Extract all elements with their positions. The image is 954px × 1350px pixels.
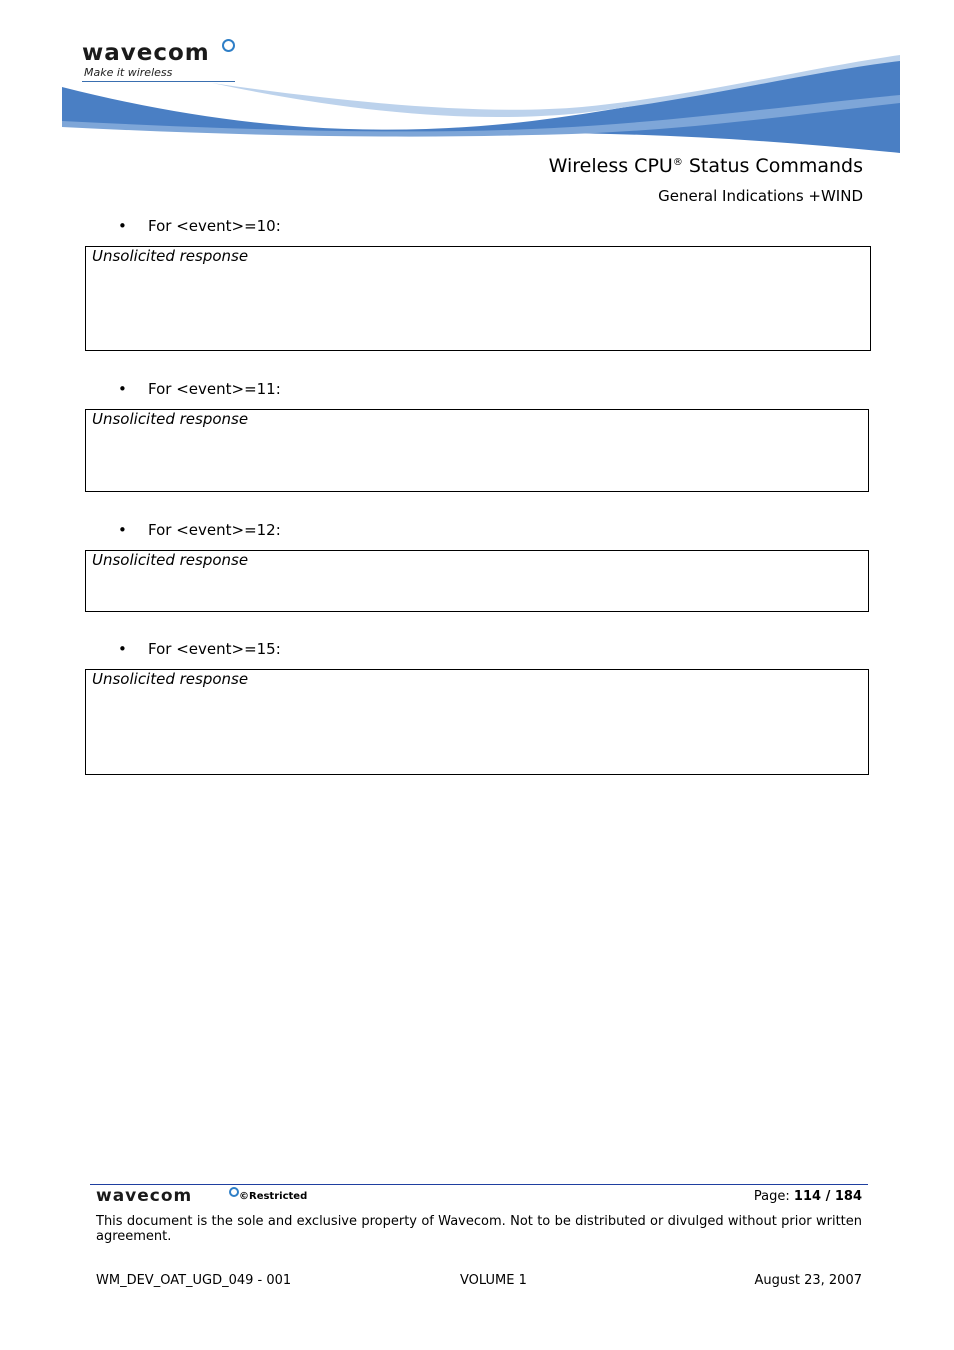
bullet-event-10	[118, 217, 281, 235]
bullet-label: For <event>=10:	[148, 217, 281, 235]
response-box-event-10	[85, 246, 871, 351]
page-number	[754, 1189, 862, 1204]
bullet-label: For <event>=11:	[148, 380, 281, 398]
response-box-event-15	[85, 669, 869, 775]
footer-disclaimer: This document is the sole and exclusive property of Wavecom. Not to be distributed or divulged without prior written agreement.	[96, 1214, 862, 1244]
title-rest: Status Commands	[682, 155, 863, 177]
volume-label: VOLUME 1	[460, 1273, 527, 1288]
page-current: 114	[793, 1189, 822, 1204]
bullet-dot: •	[118, 640, 127, 658]
response-box-label: Unsolicited response	[92, 551, 249, 569]
response-box-event-11	[85, 409, 869, 492]
footer-logo-wordmark: wavecom	[96, 1186, 193, 1206]
bullet-event-11	[118, 380, 281, 398]
page-label: Page:	[753, 1189, 794, 1204]
page-separator: /	[821, 1189, 835, 1204]
wave-dark-band	[62, 58, 900, 153]
footer-logo-swirl-icon	[229, 1187, 239, 1197]
logo-swirl-icon	[222, 39, 235, 52]
response-box-label: Unsolicited response	[92, 247, 249, 265]
response-box-label: Unsolicited response	[92, 410, 249, 428]
response-box-event-12	[85, 550, 869, 612]
logo-wordmark: wavecom	[82, 40, 210, 66]
bullet-dot: •	[118, 217, 127, 235]
bullet-event-12	[118, 521, 281, 539]
page-total: 184	[834, 1189, 862, 1204]
bullet-label: For <event>=15:	[148, 640, 281, 658]
restricted-label: ©Restricted	[239, 1191, 308, 1202]
title-main: Wireless CPU	[548, 155, 673, 177]
footer-rule	[90, 1184, 868, 1185]
bullet-label: For <event>=12:	[148, 521, 281, 539]
page-title	[549, 155, 863, 177]
response-box-label: Unsolicited response	[92, 670, 249, 688]
bullet-dot: •	[118, 380, 127, 398]
logo-tagline: Make it wireless	[84, 66, 173, 79]
bullet-event-15	[118, 640, 281, 658]
document-id: WM_DEV_OAT_UGD_049 - 001	[96, 1273, 292, 1288]
page-subtitle: General Indications +WIND	[658, 187, 863, 205]
bullet-dot: •	[118, 521, 127, 539]
header-wave-banner	[62, 55, 900, 155]
registered-mark: ®	[672, 157, 683, 168]
footer-logo	[96, 1186, 308, 1206]
document-date: August 23, 2007	[754, 1273, 862, 1288]
